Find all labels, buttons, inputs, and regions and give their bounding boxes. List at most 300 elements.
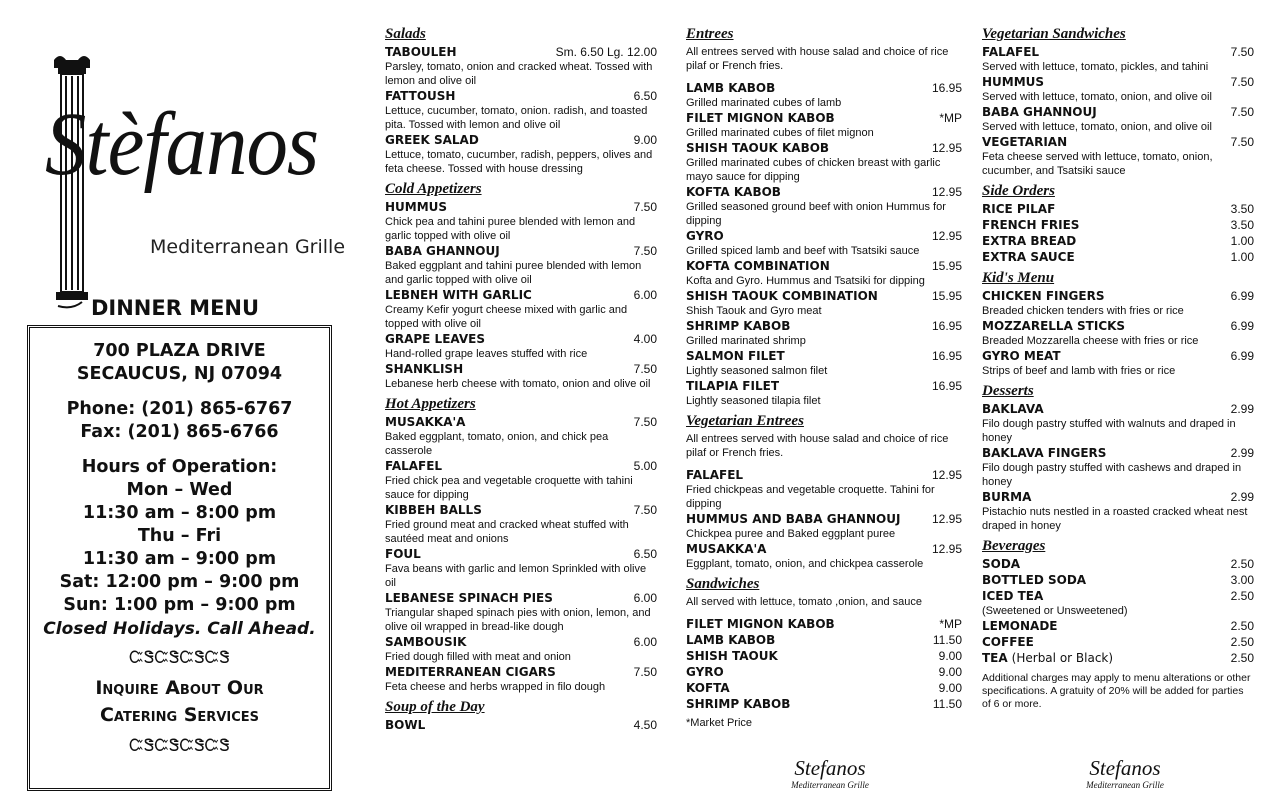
- menu-item-price: 6.99: [1230, 319, 1254, 333]
- menu-item: [385, 503, 657, 546]
- section-title: Vegetarian Sandwiches: [982, 26, 1126, 42]
- menu-item: [982, 619, 1254, 634]
- menu-item-row: [686, 319, 962, 334]
- section-sandwiches: [686, 575, 962, 712]
- menu-item-name: LEMONADE: [982, 619, 1058, 633]
- menu-item-name: FALAFEL: [385, 459, 443, 473]
- menu-item-description: Hand-rolled grape leaves stuffed with rice: [385, 348, 588, 360]
- menu-item-name: FOUL: [385, 547, 421, 561]
- menu-item-row: [982, 635, 1254, 650]
- menu-item-price: 7.50: [633, 415, 657, 429]
- menu-item-name: LAMB KABOB: [686, 81, 776, 95]
- menu-item-name: FATTOUSH: [385, 89, 456, 103]
- footer-logo-3-sub: Mediterranean Grille: [1086, 780, 1164, 790]
- catering-line-1: Inquire About Our: [95, 677, 264, 699]
- menu-item: [982, 135, 1254, 178]
- menu-item-description: Feta cheese served with lettuce, tomato, onion, cucumber, and Tsatsiki sauce: [982, 151, 1213, 177]
- menu-item-price: 9.00: [938, 681, 962, 695]
- menu-item-row: [385, 45, 657, 60]
- menu-item-name: SHISH TAOUK KABOB: [686, 141, 830, 155]
- menu-item: [686, 289, 962, 318]
- address-line-2: SECAUCUS, NJ 07094: [76, 364, 283, 384]
- menu-item-name: BAKLAVA: [982, 402, 1044, 416]
- menu-item-price: 7.50: [633, 244, 657, 258]
- menu-item-name: KOFTA KABOB: [686, 185, 781, 199]
- menu-item-row: [982, 402, 1254, 417]
- menu-item-price: 2.50: [1230, 619, 1254, 633]
- menu-item-description: Served with lettuce, tomato, onion, and olive oil: [982, 121, 1212, 133]
- menu-item: [385, 244, 657, 287]
- menu-item-row: [686, 379, 962, 394]
- menu-item: [385, 362, 657, 391]
- menu-item-row: [686, 617, 962, 632]
- menu-item-price: 7.50: [1230, 45, 1254, 59]
- menu-item-description: Served with lettuce, tomato, onion, and olive oil: [982, 91, 1212, 103]
- info-box: [27, 325, 332, 791]
- brand-subtitle: Mediterranean Grille: [150, 236, 346, 258]
- menu-item-row: [982, 289, 1254, 304]
- menu-item-price: 9.00: [938, 665, 962, 679]
- section-title: Vegetarian Entrees: [686, 413, 804, 429]
- menu-item: [385, 332, 657, 361]
- menu-item-row: [686, 697, 962, 712]
- menu-item: [686, 512, 962, 541]
- menu-item: [385, 665, 657, 694]
- menu-item: [686, 633, 962, 648]
- menu-item-description: Baked eggplant, tomato, onion, and chick pea casserole: [385, 431, 609, 457]
- menu-item: [982, 349, 1254, 378]
- menu-item-price: 6.00: [633, 635, 657, 649]
- menu-item-name: MEDITERRANEAN CIGARS: [385, 665, 556, 679]
- section-vegetarian-sandwiches: [982, 25, 1254, 178]
- menu-item-description: Fava beans with garlic and lemon Sprinkled with olive oil: [385, 563, 647, 589]
- menu-item: [686, 229, 962, 258]
- menu-item-description: Kofta and Gyro. Hummus and Tsatsiki for dipping: [686, 275, 925, 287]
- menu-item-extra: (Herbal or Black): [1011, 651, 1114, 665]
- menu-item-price: 3.50: [1230, 202, 1254, 216]
- menu-item-description: Lightly seasoned tilapia filet: [686, 395, 821, 407]
- menu-item-description: Grilled spiced lamb and beef with Tsatsiki sauce: [686, 245, 920, 257]
- section-soup: [385, 698, 657, 733]
- menu-item-price: *MP: [939, 617, 962, 631]
- menu-item-row: [982, 250, 1254, 265]
- section-title: Soup of the Day: [385, 699, 485, 715]
- menu-item-name: GYRO MEAT: [982, 349, 1061, 363]
- menu-item-row: [982, 619, 1254, 634]
- menu-item-row: [686, 289, 962, 304]
- menu-item-row: [982, 573, 1254, 588]
- menu-item-name: EXTRA BREAD: [982, 234, 1077, 248]
- menu-item-name: KOFTA: [686, 681, 730, 695]
- menu-item-price: 12.95: [931, 185, 962, 199]
- menu-item-name: SALMON FILET: [686, 349, 785, 363]
- menu-item-name: COFFEE: [982, 635, 1034, 649]
- market-price-note: *Market Price: [686, 717, 753, 729]
- menu-item-row: [686, 185, 962, 200]
- menu-item: [686, 259, 962, 288]
- menu-item-row: [686, 512, 962, 527]
- menu-item-price: 15.95: [931, 289, 962, 303]
- menu-item-name: TEA: [982, 651, 1008, 665]
- menu-item-price: 2.99: [1230, 446, 1254, 460]
- menu-item-row: [385, 547, 657, 562]
- menu-item-description: Served with lettuce, tomato, pickles, and tahini: [982, 61, 1209, 73]
- menu-item-price: 12.95: [931, 141, 962, 155]
- menu-item-name: TABOULEH: [385, 45, 457, 59]
- menu-item-name: VEGETARIAN: [982, 135, 1068, 149]
- menu-item: [982, 250, 1254, 265]
- menu-item-price: 6.99: [1230, 349, 1254, 363]
- menu-item-name: SHISH TAOUK COMBINATION: [686, 289, 878, 303]
- menu-item-row: [385, 503, 657, 518]
- menu-item-price: 7.50: [633, 665, 657, 679]
- menu-item: [982, 202, 1254, 217]
- menu-item-description: Feta cheese and herbs wrapped in filo dough: [385, 681, 606, 693]
- menu-item-row: [385, 89, 657, 104]
- menu-item-row: [982, 202, 1254, 217]
- menu-item-row: [686, 81, 962, 96]
- gratuity-note: Additional charges may apply to menu alterations or other specifications. A gratuity of 20% will be added for parties of 6 or more.: [982, 672, 1251, 710]
- menu-item-name: MOZZARELLA STICKS: [982, 319, 1126, 333]
- menu-item-row: [385, 635, 657, 650]
- section-kids-menu: [982, 269, 1254, 378]
- section-entrees: [686, 25, 962, 408]
- menu-item-row: [385, 591, 657, 606]
- menu-item-row: [686, 681, 962, 696]
- hours-sun: Sun: 1:00 pm – 9:00 pm: [63, 595, 296, 615]
- menu-item-name: GYRO: [686, 229, 724, 243]
- menu-item-price: 3.50: [1230, 218, 1254, 232]
- section-note: All entrees served with house salad and choice of rice pilaf or French fries.: [686, 46, 949, 72]
- menu-item: [385, 133, 657, 176]
- menu-item-price: 2.50: [1230, 589, 1254, 603]
- menu-item-description: Grilled marinated shrimp: [686, 335, 806, 347]
- address-line-1: 700 PLAZA DRIVE: [93, 341, 266, 361]
- menu-item-name: MUSAKKA'A: [385, 415, 466, 429]
- menu-item: [982, 589, 1254, 618]
- menu-item: [686, 665, 962, 680]
- section-title: Desserts: [982, 383, 1034, 399]
- menu-item: [982, 45, 1254, 74]
- menu-item-name: SHRIMP KABOB: [686, 319, 791, 333]
- menu-item-row: [686, 468, 962, 483]
- section-hot-appetizers: [385, 395, 657, 694]
- menu-item-name: MUSAKKA'A: [686, 542, 767, 556]
- menu-item-description: Parsley, tomato, onion and cracked wheat. Tossed with lemon and olive oil: [385, 61, 653, 87]
- menu-item: [385, 459, 657, 502]
- section-title: Beverages: [982, 538, 1046, 554]
- menu-item-price: 9.00: [938, 649, 962, 663]
- menu-item-name: HUMMUS: [982, 75, 1045, 89]
- menu-item-name: FRENCH FRIES: [982, 218, 1080, 232]
- menu-item-row: [686, 111, 962, 126]
- menu-item-description: Lettuce, cucumber, tomato, onion. radish, and toasted pita. Tossed with lemon and olive oil: [385, 105, 648, 131]
- menu-item-name: BABA GHANNOUJ: [385, 244, 500, 258]
- menu-item: [982, 557, 1254, 572]
- menu-item-name: HUMMUS AND BABA GHANNOUJ: [686, 512, 901, 526]
- menu-item-description: Strips of beef and lamb with fries or rice: [982, 365, 1176, 377]
- hours-sat: Sat: 12:00 pm – 9:00 pm: [59, 572, 300, 592]
- ornament-divider-bottom-icon: ᏨᏕᏨᏕᏨᏕᏨᏕ: [129, 736, 230, 756]
- menu-item: [686, 617, 962, 632]
- menu-item-row: [686, 542, 962, 557]
- menu-item-price: 2.50: [1230, 635, 1254, 649]
- menu-item-name: LEBNEH WITH GARLIC: [385, 288, 532, 302]
- menu-item-row: [686, 229, 962, 244]
- menu-item-row: [982, 105, 1254, 120]
- menu-item-description: Creamy Kefir yogurt cheese mixed with garlic and topped with olive oil: [385, 304, 628, 330]
- menu-item-row: [982, 218, 1254, 233]
- menu-item-price: 2.50: [1230, 557, 1254, 571]
- menu-item-name: FALAFEL: [982, 45, 1040, 59]
- menu-item-price: *MP: [939, 111, 962, 125]
- menu-item-row: [982, 45, 1254, 60]
- menu-item-description: Breaded Mozzarella cheese with fries or rice: [982, 335, 1199, 347]
- menu-item: [686, 468, 962, 511]
- section-beverages: [982, 537, 1254, 666]
- menu-item-description: Fried chickpeas and vegetable croquette. Tahini for dipping: [686, 484, 935, 510]
- menu-item-name: RICE PILAF: [982, 202, 1056, 216]
- menu-item-price: 7.50: [1230, 105, 1254, 119]
- menu-item-name: SHISH TAOUK: [686, 649, 778, 663]
- menu-item-name: BOTTLED SODA: [982, 573, 1087, 587]
- catering-line-2: Catering Services: [99, 704, 259, 726]
- menu-item-price: 4.00: [633, 332, 657, 346]
- section-title: Side Orders: [982, 183, 1055, 199]
- menu-item-name: GYRO: [686, 665, 724, 679]
- menu-item-description: Baked eggplant and tahini puree blended with lemon and garlic topped with olive oil: [385, 260, 642, 286]
- menu-item-price: 6.99: [1230, 289, 1254, 303]
- menu-item-price: 1.00: [1230, 250, 1254, 264]
- menu-item-name: LAMB KABOB: [686, 633, 776, 647]
- menu-item-price: 2.99: [1230, 402, 1254, 416]
- menu-item: [982, 490, 1254, 533]
- menu-item-price: 12.95: [931, 229, 962, 243]
- menu-item-row: [982, 557, 1254, 572]
- menu-item-name: SODA: [982, 557, 1021, 571]
- section-title: Salads: [385, 26, 426, 42]
- menu-item: [686, 141, 962, 184]
- menu-item-row: [385, 718, 657, 733]
- menu-item: [982, 75, 1254, 104]
- menu-item-name: CHICKEN FINGERS: [982, 289, 1105, 303]
- menu-item-row: [686, 259, 962, 274]
- section-salads: [385, 25, 657, 176]
- menu-item-name: BOWL: [385, 718, 426, 732]
- menu-item-price: 11.50: [932, 697, 962, 711]
- menu-item-row: [385, 133, 657, 148]
- menu-item-price: 7.50: [1230, 75, 1254, 89]
- menu-item: [982, 234, 1254, 249]
- menu-item-name: EXTRA SAUCE: [982, 250, 1075, 264]
- menu-item: [385, 591, 657, 634]
- menu-item: [686, 81, 962, 110]
- menu-item-description: Filo dough pastry stuffed with cashews and draped in honey: [982, 462, 1242, 488]
- menu-item-price: 15.95: [931, 259, 962, 273]
- section-title: Sandwiches: [686, 576, 760, 592]
- menu-item-row: [385, 665, 657, 680]
- menu-item: [686, 319, 962, 348]
- menu-item-price: 16.95: [931, 379, 962, 393]
- menu-item: [686, 111, 962, 140]
- menu-item-name: BABA GHANNOUJ: [982, 105, 1097, 119]
- menu-item-price: 6.00: [633, 591, 657, 605]
- menu-item: [686, 681, 962, 696]
- menu-item-name: SAMBOUSIK: [385, 635, 467, 649]
- menu-item-row: [686, 649, 962, 664]
- menu-item-price: 7.50: [633, 200, 657, 214]
- menu-item: [385, 635, 657, 664]
- menu-item-price: 7.50: [633, 503, 657, 517]
- menu-item-description: Grilled marinated cubes of filet mignon: [686, 127, 874, 139]
- section-vegetarian-entrees: [686, 412, 962, 571]
- menu-item-name: FILET MIGNON KABOB: [686, 111, 835, 125]
- closed-notice: Closed Holidays. Call Ahead.: [43, 619, 316, 639]
- section-title: Entrees: [686, 26, 734, 42]
- hours-thu-fri-time: 11:30 am – 9:00 pm: [82, 549, 277, 569]
- section-title: Kid's Menu: [982, 270, 1055, 286]
- menu-item-name: BAKLAVA FINGERS: [982, 446, 1107, 460]
- menu-item: [982, 218, 1254, 233]
- menu-item-description: Fried ground meat and cracked wheat stuffed with sautéed meat and onions: [385, 519, 629, 545]
- menu-item-price: 12.95: [931, 512, 962, 526]
- menu-item: [982, 446, 1254, 489]
- brand-logo: Stèfanos: [45, 95, 319, 194]
- menu-item-row: [385, 459, 657, 474]
- menu-item-description: Lightly seasoned salmon filet: [686, 365, 828, 377]
- phone: Phone: (201) 865-6767: [66, 399, 293, 419]
- menu-item-description: Grilled seasoned ground beef with onion Hummus for dipping: [686, 201, 946, 227]
- menu-item-name: FILET MIGNON KABOB: [686, 617, 835, 631]
- menu-item-description: Chickpea puree and Baked eggplant puree: [686, 528, 896, 540]
- menu-item-description: Fried dough filled with meat and onion: [385, 651, 571, 663]
- menu-item-price: 7.50: [633, 362, 657, 376]
- menu-item: [686, 185, 962, 228]
- menu-item-description: (Sweetened or Unsweetened): [982, 605, 1128, 617]
- menu-item: [686, 379, 962, 408]
- menu-item-name: GRAPE LEAVES: [385, 332, 485, 346]
- menu-item-row: [686, 349, 962, 364]
- menu-item-price: 16.95: [931, 81, 962, 95]
- menu-item-row: [385, 415, 657, 430]
- menu-item: [982, 402, 1254, 445]
- menu-column-3: [982, 25, 1254, 711]
- menu-item-row: [686, 633, 962, 648]
- section-note: All served with lettuce, tomato ,onion, and sauce: [686, 596, 923, 608]
- menu-item: [686, 542, 962, 571]
- menu-item: [982, 573, 1254, 588]
- section-side-orders: [982, 182, 1254, 265]
- menu-item-name: BURMA: [982, 490, 1032, 504]
- footer-logo-2-name: Stefanos: [794, 756, 866, 780]
- menu-item-row: [385, 200, 657, 215]
- menu-item-row: [982, 349, 1254, 364]
- menu-item: [982, 319, 1254, 348]
- menu-item-price: 12.95: [931, 468, 962, 482]
- menu-item-price: 3.00: [1230, 573, 1254, 587]
- menu-item: [385, 45, 657, 88]
- menu-item: [686, 349, 962, 378]
- ornament-divider-icon: ᏨᏕᏨᏕᏨᏕᏨᏕ: [129, 648, 230, 668]
- menu-item-row: [686, 141, 962, 156]
- menu-item-price: 4.50: [633, 718, 657, 732]
- menu-item-row: [385, 288, 657, 303]
- menu-item: [982, 635, 1254, 650]
- footer-logo-3-name: Stefanos: [1089, 756, 1161, 780]
- menu-item-name: GREEK SALAD: [385, 133, 479, 147]
- section-title: Cold Appetizers: [385, 181, 482, 197]
- menu-item-name: LEBANESE SPINACH PIES: [385, 591, 553, 605]
- menu-item-price: 2.99: [1230, 490, 1254, 504]
- menu-item-price: 16.95: [931, 349, 962, 363]
- menu-item-price: Sm. 6.50 Lg. 12.00: [555, 45, 657, 59]
- menu-item-description: Filo dough pastry stuffed with walnuts and draped in honey: [982, 418, 1236, 444]
- menu-item-price: 16.95: [931, 319, 962, 333]
- menu-item-name: FALAFEL: [686, 468, 744, 482]
- menu-item-price: 6.50: [633, 547, 657, 561]
- menu-item: [686, 697, 962, 712]
- section-cold-appetizers: [385, 180, 657, 391]
- menu-title: DINNER MENU: [90, 296, 260, 320]
- fax: Fax: (201) 865-6766: [80, 422, 279, 442]
- menu-item-name: ICED TEA: [982, 589, 1044, 603]
- hours-mon-wed-time: 11:30 am – 8:00 pm: [82, 503, 277, 523]
- footer-logo-2: [765, 756, 895, 791]
- menu-item-price: 12.95: [931, 542, 962, 556]
- menu-item-price: 7.50: [1230, 135, 1254, 149]
- menu-item-description: Grilled marinated cubes of lamb: [686, 97, 842, 109]
- menu-item-price: 1.00: [1230, 234, 1254, 248]
- menu-column-1: [385, 25, 657, 737]
- footer-logo-2-sub: Mediterranean Grille: [791, 780, 869, 790]
- menu-item-name: SHANKLISH: [385, 362, 464, 376]
- section-desserts: [982, 382, 1254, 533]
- menu-item: [385, 200, 657, 243]
- menu-item-description: Chick pea and tahini puree blended with lemon and garlic topped with olive oil: [385, 216, 636, 242]
- hours-thu-fri: Thu – Fri: [137, 526, 222, 546]
- menu-item-row: [982, 75, 1254, 90]
- menu-item-row: [982, 446, 1254, 461]
- menu-item: [982, 105, 1254, 134]
- section-note: All entrees served with house salad and choice of rice pilaf or French fries.: [686, 433, 949, 459]
- menu-item-price: 9.00: [633, 133, 657, 147]
- menu-item-description: Triangular shaped spinach pies with onion, lemon, and olive oil wrapped in bread-like dough: [385, 607, 651, 633]
- menu-item-row: [385, 332, 657, 347]
- menu-item-name: SHRIMP KABOB: [686, 697, 791, 711]
- menu-item: [982, 289, 1254, 318]
- menu-item-description: Shish Taouk and Gyro meat: [686, 305, 822, 317]
- hours-mon-wed: Mon – Wed: [126, 480, 233, 500]
- menu-item-row: [686, 665, 962, 680]
- menu-item-row: [385, 244, 657, 259]
- section-title: Hot Appetizers: [385, 396, 476, 412]
- menu-item-description: Breaded chicken tenders with fries or rice: [982, 305, 1184, 317]
- brand-panel: [0, 0, 350, 810]
- menu-item-price: 5.00: [633, 459, 657, 473]
- hours-title: Hours of Operation:: [81, 457, 278, 477]
- menu-item: [686, 649, 962, 664]
- menu-item-row: [982, 651, 1254, 666]
- menu-item-name: TILAPIA FILET: [686, 379, 779, 393]
- menu-item-row: [982, 589, 1254, 604]
- menu-item: [385, 547, 657, 590]
- menu-item-price: 6.00: [633, 288, 657, 302]
- menu-item-row: [982, 234, 1254, 249]
- menu-item-row: [982, 490, 1254, 505]
- menu-column-2: [686, 25, 962, 730]
- menu-item-name: KOFTA COMBINATION: [686, 259, 830, 273]
- menu-item-name: KIBBEH BALLS: [385, 503, 482, 517]
